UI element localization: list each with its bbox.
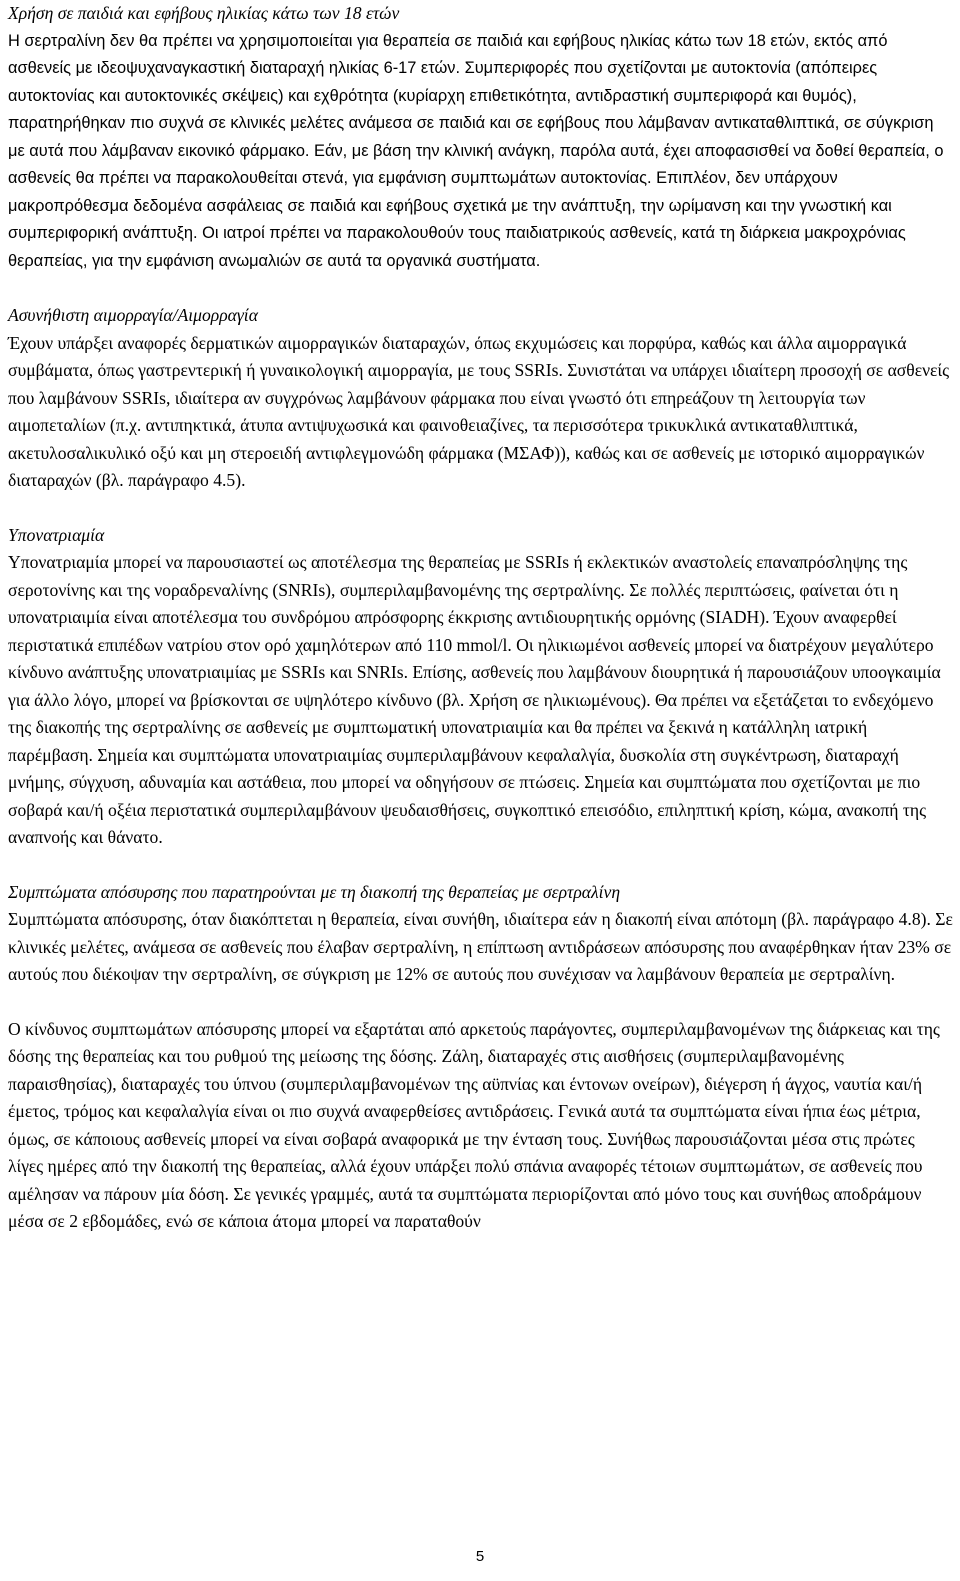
- section-spacer: [8, 495, 954, 522]
- section-pediatric-use: [8, 0, 954, 275]
- page-number: 5: [475, 1548, 485, 1565]
- section-heading: Συμπτώματα απόσυρσης που παρατηρούνται με τη διακοπή της θεραπείας με σερτραλίνη: [8, 881, 621, 902]
- section-paragraph: Υπονατριαμία μπορεί να παρουσιαστεί ως αποτέλεσμα της θεραπείας με SSRIs ή εκλεκτικών αναστολείς επαναπρόσληψης της σεροτονίνης και της νοραδρεναλίνης (SNRIs), συμπεριλαμβανομένης της σερτραλίνης. Σε πολλές περιπτώσεις, φαίνεται ότι η υπονατριαιμία είναι αποτέλεσμα του συνδρόμου απρόσφορης έκκρισης αντιδιουρητικής ορμόνης (SIADH). Έχουν αναφερθεί περιστατικά επιπέδων νατρίου στον ορό χαμηλότερων από 110 mmol/l. Οι ηλικιωμένοι ασθενείς μπορεί να διατρέχουν μεγαλύτερο κίνδυνο ανάπτυξης υπονατριαιμίας με SSRIs και SNRIs. Επίσης, ασθενείς που λαμβάνουν διουρητικά ή παρουσιάζουν υποογκαιμία για άλλο λόγο, μπορεί να βρίσκονται σε υψηλότερο κίνδυνο (βλ. Χρήση σε ηλικιωμένους). Θα πρέπει να εξετάζεται το ενδεχόμενο της διακοπής της σερτραλίνης σε ασθενείς με συμπτωματική υπονατριαιμία και θα πρέπει να ξεκινά η κατάλληλη ιατρική παρέμβαση. Σημεία και συμπτώματα υπονατριαιμίας συμπεριλαμβάνουν κεφαλαλγία, δυσκολία στη συγκέντρωση, διαταραχή μνήμης, σύγχυση, αδυναμία και αστάθεια, που μπορεί να οδηγήσουν σε πτώσεις. Σημεία και συμπτώματα που σχετίζονται με πιο σοβαρά και/ή οξέια περιστατικά συμπεριλαμβάνουν ψευδαισθήσεις, συγκοπτικό επεισόδιο, επιληπτική κρίση, κώμα, ανακοπή της αναπνοής και θάνατο.: [8, 552, 941, 847]
- section-heading: Ασυνήθιστη αιμορραγία/Αιμορραγία: [8, 305, 258, 325]
- section-withdrawal-symptoms: [8, 879, 954, 1236]
- section-paragraph: Έχουν υπάρξει αναφορές δερματικών αιμορραγικών διαταραχών, όπως εκχυμώσεις και πορφύρα, καθώς και άλλα αιμορραγικά συμβάματα, όπως γαστρεντερική ή γυναικολογική αιμορραγία, με τους SSRIs. Συνιστάται να υπάρχει ιδιαίτερη προσοχή σε ασθενείς που λαμβάνουν SSRIs, ιδιαίτερα αν συγχρόνως λαμβάνουν φάρμακα που είναι γνωστό ότι επηρεάζουν τη λειτουργία των αιμοπεταλίων (π.χ. αντιπηκτικά, άτυπα αντιψυχωσικά και φαινοθειαζίνες, τα περισσότερα τρικυκλικά αντικαταθλιπτικά, ακετυλοσαλικυλικό οξύ και μη στεροειδή αντιφλεγμονώδη φάρμακα (ΜΣΑΦ)), καθώς και σε ασθενείς με ιστορικό αιμορραγικών διαταραχών (βλ. παράγραφο 4.5).: [8, 332, 950, 490]
- section-spacer: [8, 852, 954, 879]
- section-heading: Υπονατριαμία: [8, 524, 105, 545]
- section-spacer: [8, 275, 954, 302]
- document-page: [8, 0, 954, 1236]
- section-abnormal-bleeding: [8, 302, 954, 495]
- section-paragraph: Η σερτραλίνη δεν θα πρέπει να χρησιμοποιείται για θεραπεία σε παιδιά και εφήβους ηλικίας κάτω των 18 ετών, εκτός από ασθενείς με ιδεοψυχαναγκαστική διαταραχή ηλικίας 6-17 ετών. Συμπεριφορές που σχετίζονται με αυτοκτονία (απόπειρες αυτοκτονίας και αυτοκτονικές σκέψεις) και εχθρότητα (κυρίαρχη επιθετικότητα, αντιδραστική συμπεριφορά και θυμός), παρατηρήθηκαν πιο συχνά σε κλινικές μελέτες ανάμεσα σε παιδιά και σε εφήβους που λάμβαναν αντικαταθλιπτικά, σε σύγκριση με αυτά που λάμβαναν εικονικό φάρμακο. Εάν, με βάση την κλινική ανάγκη, παρόλα αυτά, έχει αποφασισθεί να δοθεί θεραπεία, ο ασθενείς θα πρέπει να παρακολουθείται στενά, για εμφάνιση συμπτωμάτων αυτοκτονίας. Επιπλέον, δεν υπάρχουν μακροπρόθεσμα δεδομένα ασφάλειας σε παιδιά και εφήβους σχετικά με την ανάπτυξη, την ωρίμανση και την γνωστική και συμπεριφορική ανάπτυξη. Οι ιατροί πρέπει να παρακολουθούν τους παιδιατρικούς ασθενείς, κατά τη διάρκεια μακροχρόνιας θεραπείας, για την εμφάνιση ανωμαλιών σε αυτά τα οργανικά συστήματα.: [8, 31, 944, 270]
- section-hyponatremia: [8, 522, 954, 852]
- section-paragraph: Συμπτώματα απόσυρσης, όταν διακόπτεται η θεραπεία, είναι συνήθη, ιδιαίτερα εάν η διακοπή είναι απότομη (βλ. παράγραφο 4.8). Σε κλινικές μελέτες, ανάμεσα σε ασθενείς που έλαβαν σερτραλίνη, η επίπτωση αντιδράσεων απόσυρσης που αναφέρθηκαν ήταν 23% σε αυτούς που διέκοψαν την σερτραλίνη, σε σύγκριση με 12% σε αυτούς που συνέχισαν να λαμβάνουν θεραπεία με σερτραλίνη.: [8, 909, 953, 984]
- section-heading: Χρήση σε παιδιά και εφήβους ηλικίας κάτω των 18 ετών: [8, 3, 400, 23]
- paragraph-spacer: [8, 989, 954, 1016]
- section-paragraph: Ο κίνδυνος συμπτωμάτων απόσυρσης μπορεί να εξαρτάται από αρκετούς παράγοντες, συμπεριλαμβανομένων της διάρκειας και της δόσης της θεραπείας και του ρυθμού της μείωσης της δόσης. Ζάλη, διαταραχές στις αισθήσεις (συμπεριλαμβανομένης παραισθησίας), διαταραχές του ύπνου (συμπεριλαμβανομένων της αϋπνίας και έντονων ονείρων), διέγερση ή άγχος, ναυτία και/ή έμετος, τρόμος και κεφαλαλγία είναι οι πιο συχνά αναφερθείσες αντιδράσεις. Γενικά αυτά τα συμπτώματα είναι ήπια έως μέτρια, όμως, σε κάποιους ασθενείς μπορεί να είναι σοβαρά αναφορικά με την ένταση τους. Συνήθως παρουσιάζονται μέσα στις πρώτες λίγες ημέρες από την διακοπή της θεραπείας, αλλά έχουν υπάρξει πολύ σπάνια αναφορές τέτοιων συμπτωμάτων, σε ασθενείς που αμέλησαν να πάρουν μία δόση. Σε γενικές γραμμές, αυτά τα συμπτώματα περιορίζονται από μόνο τους και συνήθως αποδράμουν μέσα σε 2 εβδομάδες, ενώ σε κάποια άτομα μπορεί να παραταθούν: [8, 1018, 940, 1231]
